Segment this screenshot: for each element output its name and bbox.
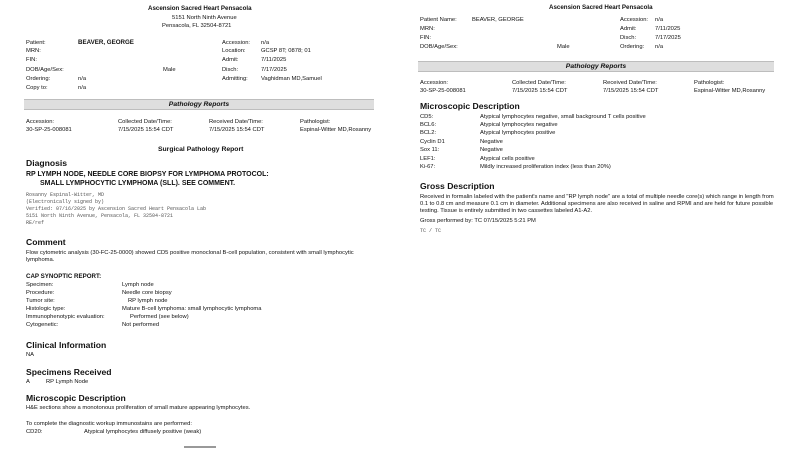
admit-value: 7/11/2025: [261, 57, 287, 63]
cap-value-procedure: Needle core biopsy: [122, 290, 172, 296]
table-header-pathologist-right: Pathologist:: [694, 80, 725, 86]
accession-label: Accession:: [222, 40, 251, 46]
microscopic-heading: Microscopic Description: [26, 393, 126, 403]
microscopic-heading-right: Microscopic Description: [420, 101, 520, 111]
patient-label-right: Patient Name:: [420, 17, 457, 23]
specimens-heading: Specimens Received: [26, 367, 112, 377]
marker-label-lef1: LEF1:: [420, 156, 436, 162]
marker-value-bcl6: Atypical lymphocytes negative: [480, 122, 558, 128]
fin-label-right: FIN:: [420, 35, 431, 41]
signature-line-4: 5151 North Ninth Avenue, Pensacola, FL 32504-8721: [26, 213, 174, 219]
marker-value-bcl2: Atypical lymphocytes positive: [480, 130, 556, 136]
marker-value-sox11: Negative: [480, 147, 503, 153]
accession-value: n/a: [261, 40, 270, 46]
page-footer-mark: [184, 446, 216, 448]
table-cell-pathologist-right: Espinal-Witter MD,Rosanny: [694, 88, 766, 94]
sex-value: Male: [163, 67, 176, 73]
facility-address-1: 5151 North Ninth Avenue: [172, 15, 237, 21]
gross-initials: TC / TC: [420, 228, 442, 234]
diagnosis-heading: Diagnosis: [26, 158, 68, 168]
patient-name-right: BEAVER, GEORGE: [472, 17, 524, 23]
marker-value-lef1: Atypical cells positive: [480, 156, 535, 162]
marker-label-cd20: CD20:: [26, 429, 43, 435]
table-header-received-right: Received Date/Time:: [603, 80, 657, 86]
cap-label-procedure: Procedure:: [26, 290, 55, 296]
ordering-label: Ordering:: [26, 76, 51, 82]
facility-name: Ascension Sacred Heart Pensacola: [148, 5, 252, 12]
admit-label: Admit:: [222, 57, 239, 63]
sex-value-right: Male: [557, 44, 570, 50]
admit-label-right: Admit:: [620, 26, 637, 32]
diagnosis-line-1: RP LYMPH NODE, NEEDLE CORE BIOPSY FOR LYMPHOMA PROTOCOL:: [26, 171, 269, 178]
marker-label-bcl6: BCL6:: [420, 122, 437, 128]
disch-label-right: Disch:: [620, 35, 637, 41]
cap-label-immuno: Immunophenotypic evaluation:: [26, 314, 105, 320]
clinical-value: NA: [26, 352, 35, 358]
section-bar-title: Pathology Reports: [168, 101, 230, 108]
signature-line-1: Rosanny Espinal-Witter, MD: [26, 192, 105, 198]
dob-label-right: DOB/Age/Sex:: [420, 44, 458, 50]
cap-label-tumor-site: Tumor site:: [26, 298, 55, 304]
section-bar-title-right: Pathology Reports: [565, 63, 627, 70]
clinical-heading: Clinical Information: [26, 340, 107, 350]
accession-value-right: n/a: [655, 17, 664, 23]
table-header-received: Received Date/Time:: [209, 119, 263, 125]
copy-to-label: Copy to:: [26, 85, 48, 91]
marker-label-bcl2: BCL2:: [420, 130, 437, 136]
ordering-value-right: n/a: [655, 44, 664, 50]
specimen-value: RP Lymph Node: [46, 379, 89, 385]
ordering-label-right: Ordering:: [620, 44, 645, 50]
section-bar-pathology-right: [418, 61, 774, 72]
table-cell-received-right: 7/15/2025 15:54 CDT: [603, 88, 659, 94]
admitting-label: Admitting:: [222, 76, 248, 82]
cap-value-histologic: Mature B-cell lymphoma: small lymphocytic lymphoma: [122, 306, 262, 312]
facility-address-2: Pensacola, FL 32504-8721: [162, 23, 232, 29]
signature-line-2: (Electronically signed by): [26, 199, 105, 205]
table-cell-received: 7/15/2025 15:54 CDT: [209, 127, 265, 133]
location-value: GCSP 8T; 0878; 01: [261, 48, 311, 54]
facility-name-right: Ascension Sacred Heart Pensacola: [549, 4, 653, 11]
signature-line-5: RE/ref: [26, 220, 45, 226]
table-cell-pathologist: Espinal-Witter MD,Rosanny: [300, 127, 372, 133]
signature-line-3: Verified: 07/16/2025 by Ascension Sacred Heart Pensacola Lab: [26, 206, 207, 212]
section-bar-pathology: [24, 99, 374, 110]
table-header-collected-right: Collected Date/Time:: [512, 80, 566, 86]
location-label: Location:: [222, 48, 246, 54]
dob-label: DOB/Age/Sex:: [26, 67, 64, 73]
marker-value-ki67: Mildly increased proliferation index (less than 20%): [480, 164, 611, 170]
patient-label: Patient:: [26, 40, 46, 46]
marker-label-cd5: CD5:: [420, 114, 434, 120]
table-header-accession: Accession:: [26, 119, 55, 125]
marker-value-cd20: Atypical lymphocytes diffusely positive (weak): [84, 429, 202, 435]
marker-value-cd5: Atypical lymphocytes negative, small background T cells positive: [480, 114, 646, 120]
accession-label-right: Accession:: [620, 17, 649, 23]
cap-value-specimen: Lymph node: [122, 282, 154, 288]
cap-value-tumor-site: RP lymph node: [128, 298, 168, 304]
mrn-label-right: MRN:: [420, 26, 435, 32]
gross-text: Received in formalin labeled with the patient's name and "RP lymph node" are a total of multiple needle core(s) which range in length from 0.1 to 0.8 cm and measure 0.1 cm in diameter. Additional specimens are also received in saline and RPMI and are held for future possible testing. Tissue is entirely submitted in two cassettes labeled A1-A2.: [420, 194, 774, 214]
cap-label-specimen: Specimen:: [26, 282, 54, 288]
disch-value: 7/17/2025: [261, 67, 287, 73]
ordering-value: n/a: [78, 76, 87, 82]
cap-label-cytogenetic: Cytogenetic:: [26, 322, 59, 328]
mrn-label: MRN:: [26, 48, 41, 54]
cap-label-histologic: Histologic type:: [26, 306, 66, 312]
marker-value-cyclin-d1: Negative: [480, 139, 503, 145]
table-header-accession-right: Accession:: [420, 80, 449, 86]
gross-heading: Gross Description: [420, 181, 495, 191]
cap-value-immuno: Performed (see below): [130, 314, 189, 320]
cap-value-cytogenetic: Not performed: [122, 322, 160, 328]
table-cell-collected: 7/15/2025 15:54 CDT: [118, 127, 174, 133]
comment-text: Flow cytometric analysis (30-FC-25-0000) showed CD5 positive monoclonal B-cell population, consistent with small lymphocytic lymphoma.: [26, 250, 354, 263]
table-header-pathologist: Pathologist:: [300, 119, 331, 125]
microscopic-text: H&E sections show a monotonous proliferation of small mature appearing lymphocytes.: [26, 405, 251, 411]
admitting-value: Vaghidman MD,Samuel: [261, 76, 322, 82]
admit-value-right: 7/11/2025: [655, 26, 681, 32]
table-header-collected: Collected Date/Time:: [118, 119, 172, 125]
disch-value-right: 7/17/2025: [655, 35, 681, 41]
cap-heading: CAP SYNOPTIC REPORT:: [26, 273, 102, 280]
patient-name: BEAVER, GEORGE: [78, 39, 134, 46]
comment-heading: Comment: [26, 237, 66, 247]
copy-to-value: n/a: [78, 85, 87, 91]
marker-label-sox11: Sox 11:: [420, 147, 440, 153]
fin-label: FIN:: [26, 57, 37, 63]
report-page-right: [405, 0, 800, 450]
gross-performed: Gross performed by: TC 07/15/2025 5:21 PM: [420, 218, 536, 224]
table-cell-accession: 30-SP-25-008081: [26, 127, 72, 133]
diagnosis-line-2: SMALL LYMPHOCYTIC LYMPHOMA (SLL). SEE COMMENT.: [40, 180, 236, 187]
report-title: Surgical Pathology Report: [158, 146, 244, 153]
table-cell-collected-right: 7/15/2025 15:54 CDT: [512, 88, 568, 94]
table-cell-accession-right: 30-SP-25-008081: [420, 88, 466, 94]
disch-label: Disch:: [222, 67, 239, 73]
marker-label-ki67: Ki-67:: [420, 164, 436, 170]
marker-label-cyclin-d1: Cyclin D1: [420, 139, 445, 145]
specimen-letter: A: [26, 379, 30, 385]
microscopic-text-2: To complete the diagnostic workup immunostains are performed:: [26, 421, 192, 427]
